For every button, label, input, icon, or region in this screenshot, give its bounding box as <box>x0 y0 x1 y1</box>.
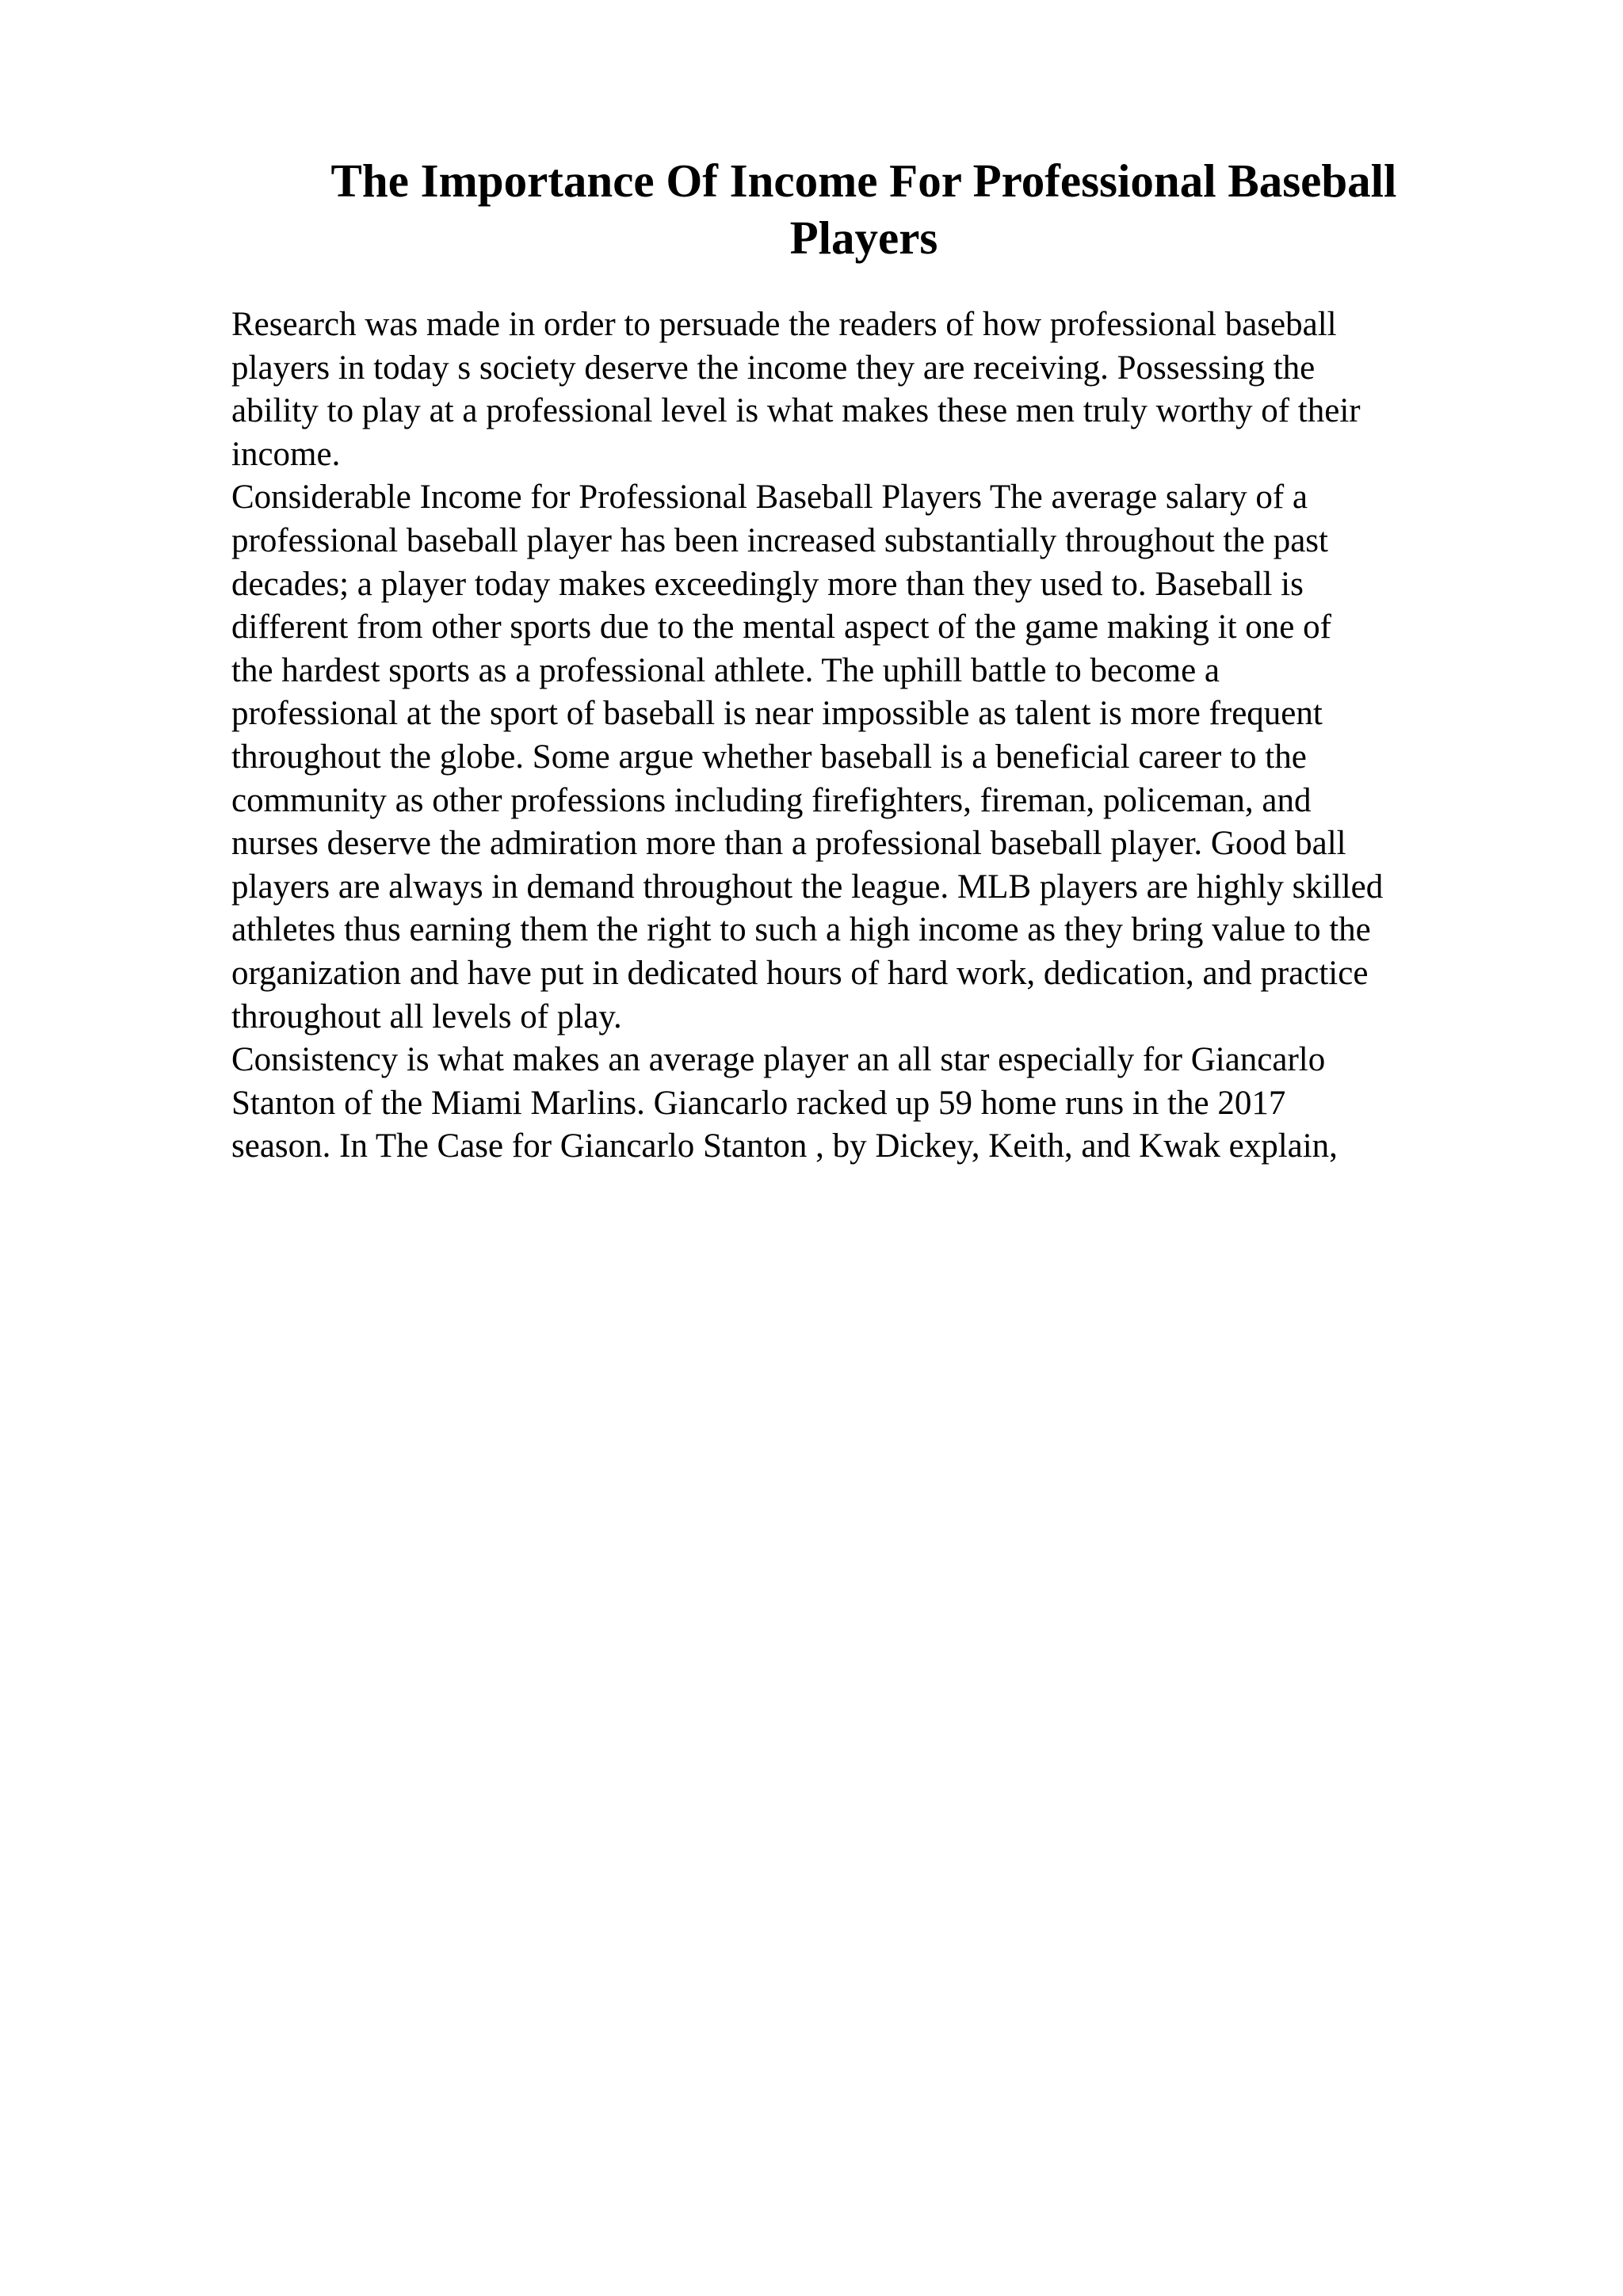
body-line: organization and have put in dedicated hours of hard work, dedication, and practice <box>231 954 1369 992</box>
body-line: throughout all levels of play. <box>231 997 622 1035</box>
body-line: professional baseball player has been increased substantially throughout the past <box>231 521 1328 559</box>
document-title <box>230 152 1498 266</box>
body-line: Stanton of the Miami Marlins. Giancarlo racked up 59 home runs in the 2017 <box>231 1084 1286 1122</box>
body-line: the hardest sports as a professional athlete. The uphill battle to become a <box>231 651 1220 689</box>
body-line: professional at the sport of baseball is near impossible as talent is more frequent <box>231 695 1323 733</box>
body-line: Consistency is what makes an average player an all star especially for Giancarlo <box>231 1041 1326 1079</box>
body-line: players in today s society deserve the income they are receiving. Possessing the <box>231 349 1316 387</box>
body-line: Considerable Income for Professional Baseball Players The average salary of a <box>231 479 1308 517</box>
title-line: The Importance Of Income For Professional Baseball <box>330 154 1397 207</box>
body-line: community as other professions including firefighters, fireman, policeman, and <box>231 781 1312 819</box>
body-line: income. <box>231 435 341 473</box>
body-line: nurses deserve the admiration more than a professional baseball player. Good ball <box>231 825 1346 863</box>
body-line: season. In The Case for Giancarlo Stanton , by Dickey, Keith, and Kwak explain, <box>231 1127 1338 1165</box>
body-line: athletes thus earning them the right to such a high income as they bring value to the <box>231 911 1371 949</box>
body-line: players are always in demand throughout the league. MLB players are highly skilled <box>231 868 1384 906</box>
body-line: different from other sports due to the mental aspect of the game making it one of <box>231 608 1331 646</box>
body-line: throughout the globe. Some argue whether baseball is a beneficial career to the <box>231 738 1307 776</box>
body-line: Research was made in order to persuade the readers of how professional baseball <box>231 306 1337 343</box>
body-line: decades; a player today makes exceedingly more than they used to. Baseball is <box>231 565 1304 603</box>
body-line: ability to play at a professional level is what makes these men truly worthy of their <box>231 392 1361 430</box>
document-body <box>231 303 1499 1169</box>
title-line: Players <box>789 212 938 264</box>
